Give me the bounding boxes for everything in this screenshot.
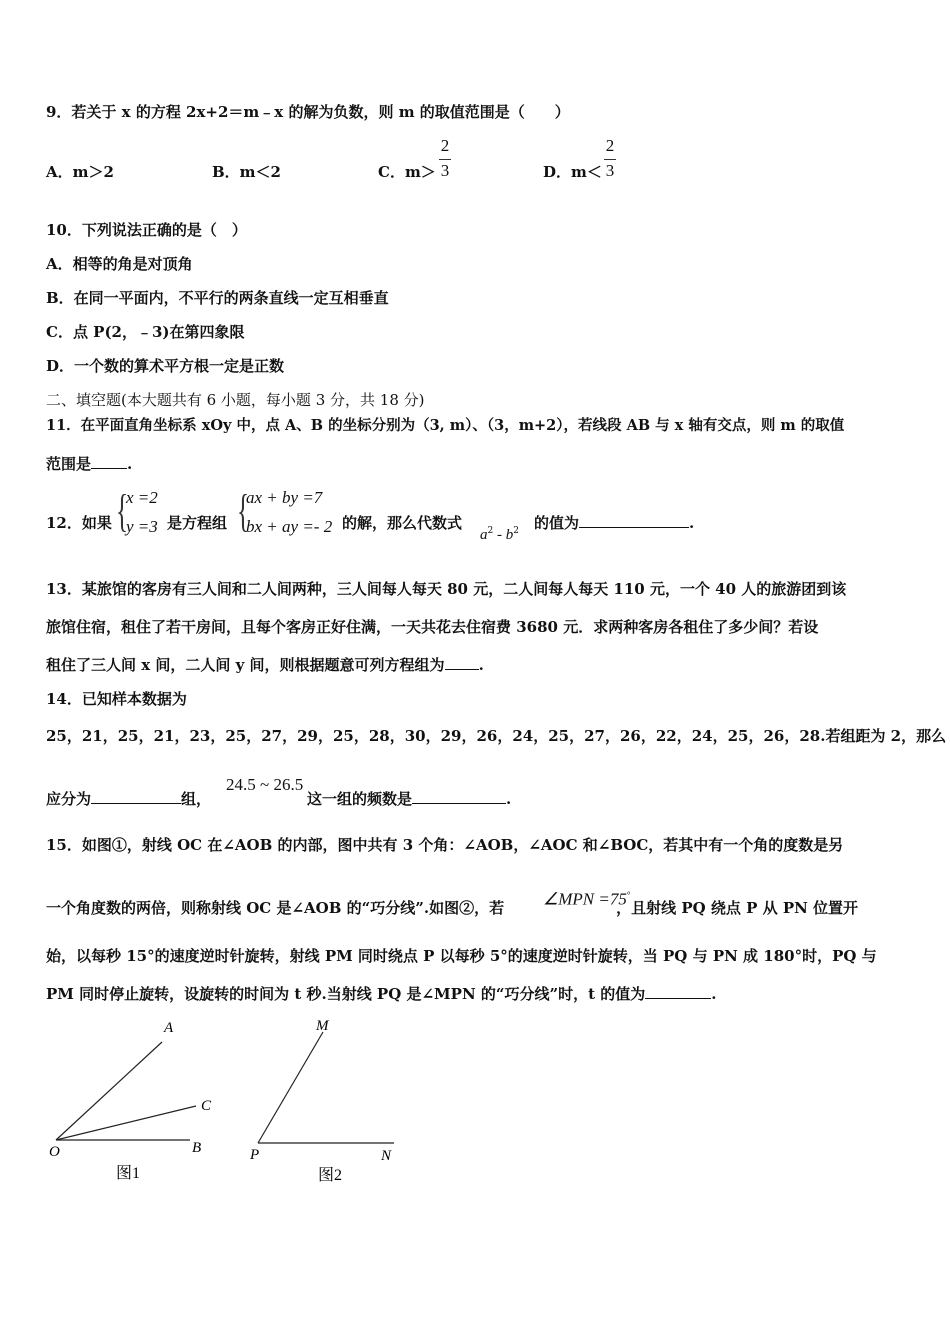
q9-c-frac-bar	[439, 159, 451, 160]
q12-sys1-line1: x =2	[126, 488, 158, 507]
q10-stem: 10．下列说法正确的是（ ）	[46, 221, 247, 239]
q14-line3: 应分为 组， 这一组的频数是 .	[46, 790, 512, 808]
q12-expression: $a^2 - b^2$	[480, 526, 519, 543]
q12-brace-1: {	[115, 485, 129, 536]
q15-line1: 15．如图①，射线 OC 在∠AOB 的内部，图中共有 3 个角：∠AOB，∠AOC 和∠BOC，若其中有一个角的度数是另	[46, 836, 844, 854]
q14-interval: 24.5 ~ 26.5	[226, 775, 304, 794]
label-b: B	[192, 1140, 202, 1156]
section-2-heading: 二、填空题(本大题共有 6 小题，每小题 3 分，共 18 分)	[46, 391, 425, 409]
q13-line2: 旅馆住宿，租住了若干房间，且每个客房正好住满，一天共花去住宿费 3680 元．求两种客房各租住了多少间？若设	[46, 618, 819, 636]
q14-frequency-blank[interactable]	[412, 789, 506, 804]
label-p: P	[250, 1147, 260, 1163]
q9-stem: 9．若关于 x 的方程 2x+2＝m﹣x 的解为负数，则 m 的取值范围是（ ）	[46, 103, 570, 121]
q9-d-frac-bar	[604, 159, 616, 160]
ray-oc	[56, 1106, 196, 1140]
figure-1	[40, 1012, 230, 1187]
q9-option-d: D．m＜	[543, 163, 602, 181]
q10-option-b: B．在同一平面内，不平行的两条直线一定互相垂直	[46, 289, 389, 307]
q12-tail: 的值为 .	[534, 514, 695, 532]
q10-option-a: A．相等的角是对顶角	[46, 255, 193, 273]
q9-option-c: C．m＞	[378, 163, 436, 181]
q9-option-b: B．m＜2	[212, 163, 281, 181]
q9-d-frac-num: 2	[605, 136, 615, 155]
q11-line1: 11．在平面直角坐标系 xOy 中，点 A、B 的坐标分别为（3, m）、（3，m+2），若线段 AB 与 x 轴有交点，则 m 的取值	[46, 417, 845, 434]
q15-line4: PM 同时停止旋转，设旋转的时间为 t 秒.当射线 PQ 是∠MPN 的“巧分线”时，t 的值为 .	[46, 985, 717, 1003]
q9-option-a: A．m＞2	[46, 163, 114, 181]
q12-after: 的解，那么代数式	[342, 514, 463, 532]
q15-line2: 一个角度数的两倍，则称射线 OC 是∠AOB 的“巧分线”.如图②，若 ，且射线 PQ 绕点 P 从 PN 位置开	[46, 899, 859, 917]
q11-line2	[46, 454, 132, 474]
ray-pm	[258, 1032, 323, 1143]
q12-sys1-line2: y =3	[126, 517, 158, 536]
q9-c-frac-num: 2	[440, 136, 450, 155]
q15-angle-expr: ∠MPN =75°	[543, 889, 631, 909]
label-m: M	[316, 1018, 329, 1034]
q11-answer-blank[interactable]	[91, 454, 127, 469]
figure-2	[244, 1012, 414, 1187]
q12-brace-2: {	[236, 485, 250, 536]
q14-data-line: 25，21，25，21，23，25，27，29，25，28，30，29，26，24，25，27，26，22，24，25，26，28.若组距为 2，那么	[46, 727, 947, 745]
figure-2-caption: 图2	[318, 1167, 343, 1184]
q12-prefix: 12．如果	[46, 514, 112, 532]
figure-1-caption: 图1	[116, 1165, 141, 1182]
ray-oa	[56, 1042, 162, 1140]
label-c: C	[201, 1098, 212, 1114]
q10-option-c: C．点 P(2，﹣3)在第四象限	[46, 323, 245, 341]
label-o: O	[49, 1144, 60, 1160]
q11-line2-suffix: .	[127, 455, 133, 473]
q10-option-d: D．一个数的算术平方根一定是正数	[46, 357, 285, 375]
q13-line3: 租住了三人间 x 间，二人间 y 间，则根据题意可列方程组为 .	[46, 656, 484, 674]
q9-d-frac-den: 3	[605, 161, 615, 180]
q15-answer-blank[interactable]	[645, 984, 711, 999]
q11-line2-prefix: 范围是	[46, 455, 92, 473]
q12-answer-blank[interactable]	[579, 513, 689, 528]
label-n: N	[381, 1148, 392, 1164]
q13-answer-blank[interactable]	[445, 655, 479, 670]
q14-line1: 14．已知样本数据为	[46, 690, 187, 708]
q9-c-frac-den: 3	[440, 161, 450, 180]
q13-line1: 13．某旅馆的客房有三人间和二人间两种，三人间每人每天 80 元，二人间每人每天 110 元，一个 40 人的旅游团到该	[46, 580, 847, 598]
q12-sys2-line1: ax + by =7	[246, 488, 323, 507]
q15-line3: 始，以每秒 15°的速度逆时针旋转，射线 PM 同时绕点 P 以每秒 5°的速度逆时针旋转，当 PQ 与 PN 成 180°时，PQ 与	[46, 947, 877, 965]
q14-group-count-blank[interactable]	[91, 789, 181, 804]
label-a: A	[164, 1020, 174, 1036]
q12-middle: 是方程组	[167, 514, 228, 532]
q12-sys2-line2: bx + ay =- 2	[246, 517, 333, 536]
